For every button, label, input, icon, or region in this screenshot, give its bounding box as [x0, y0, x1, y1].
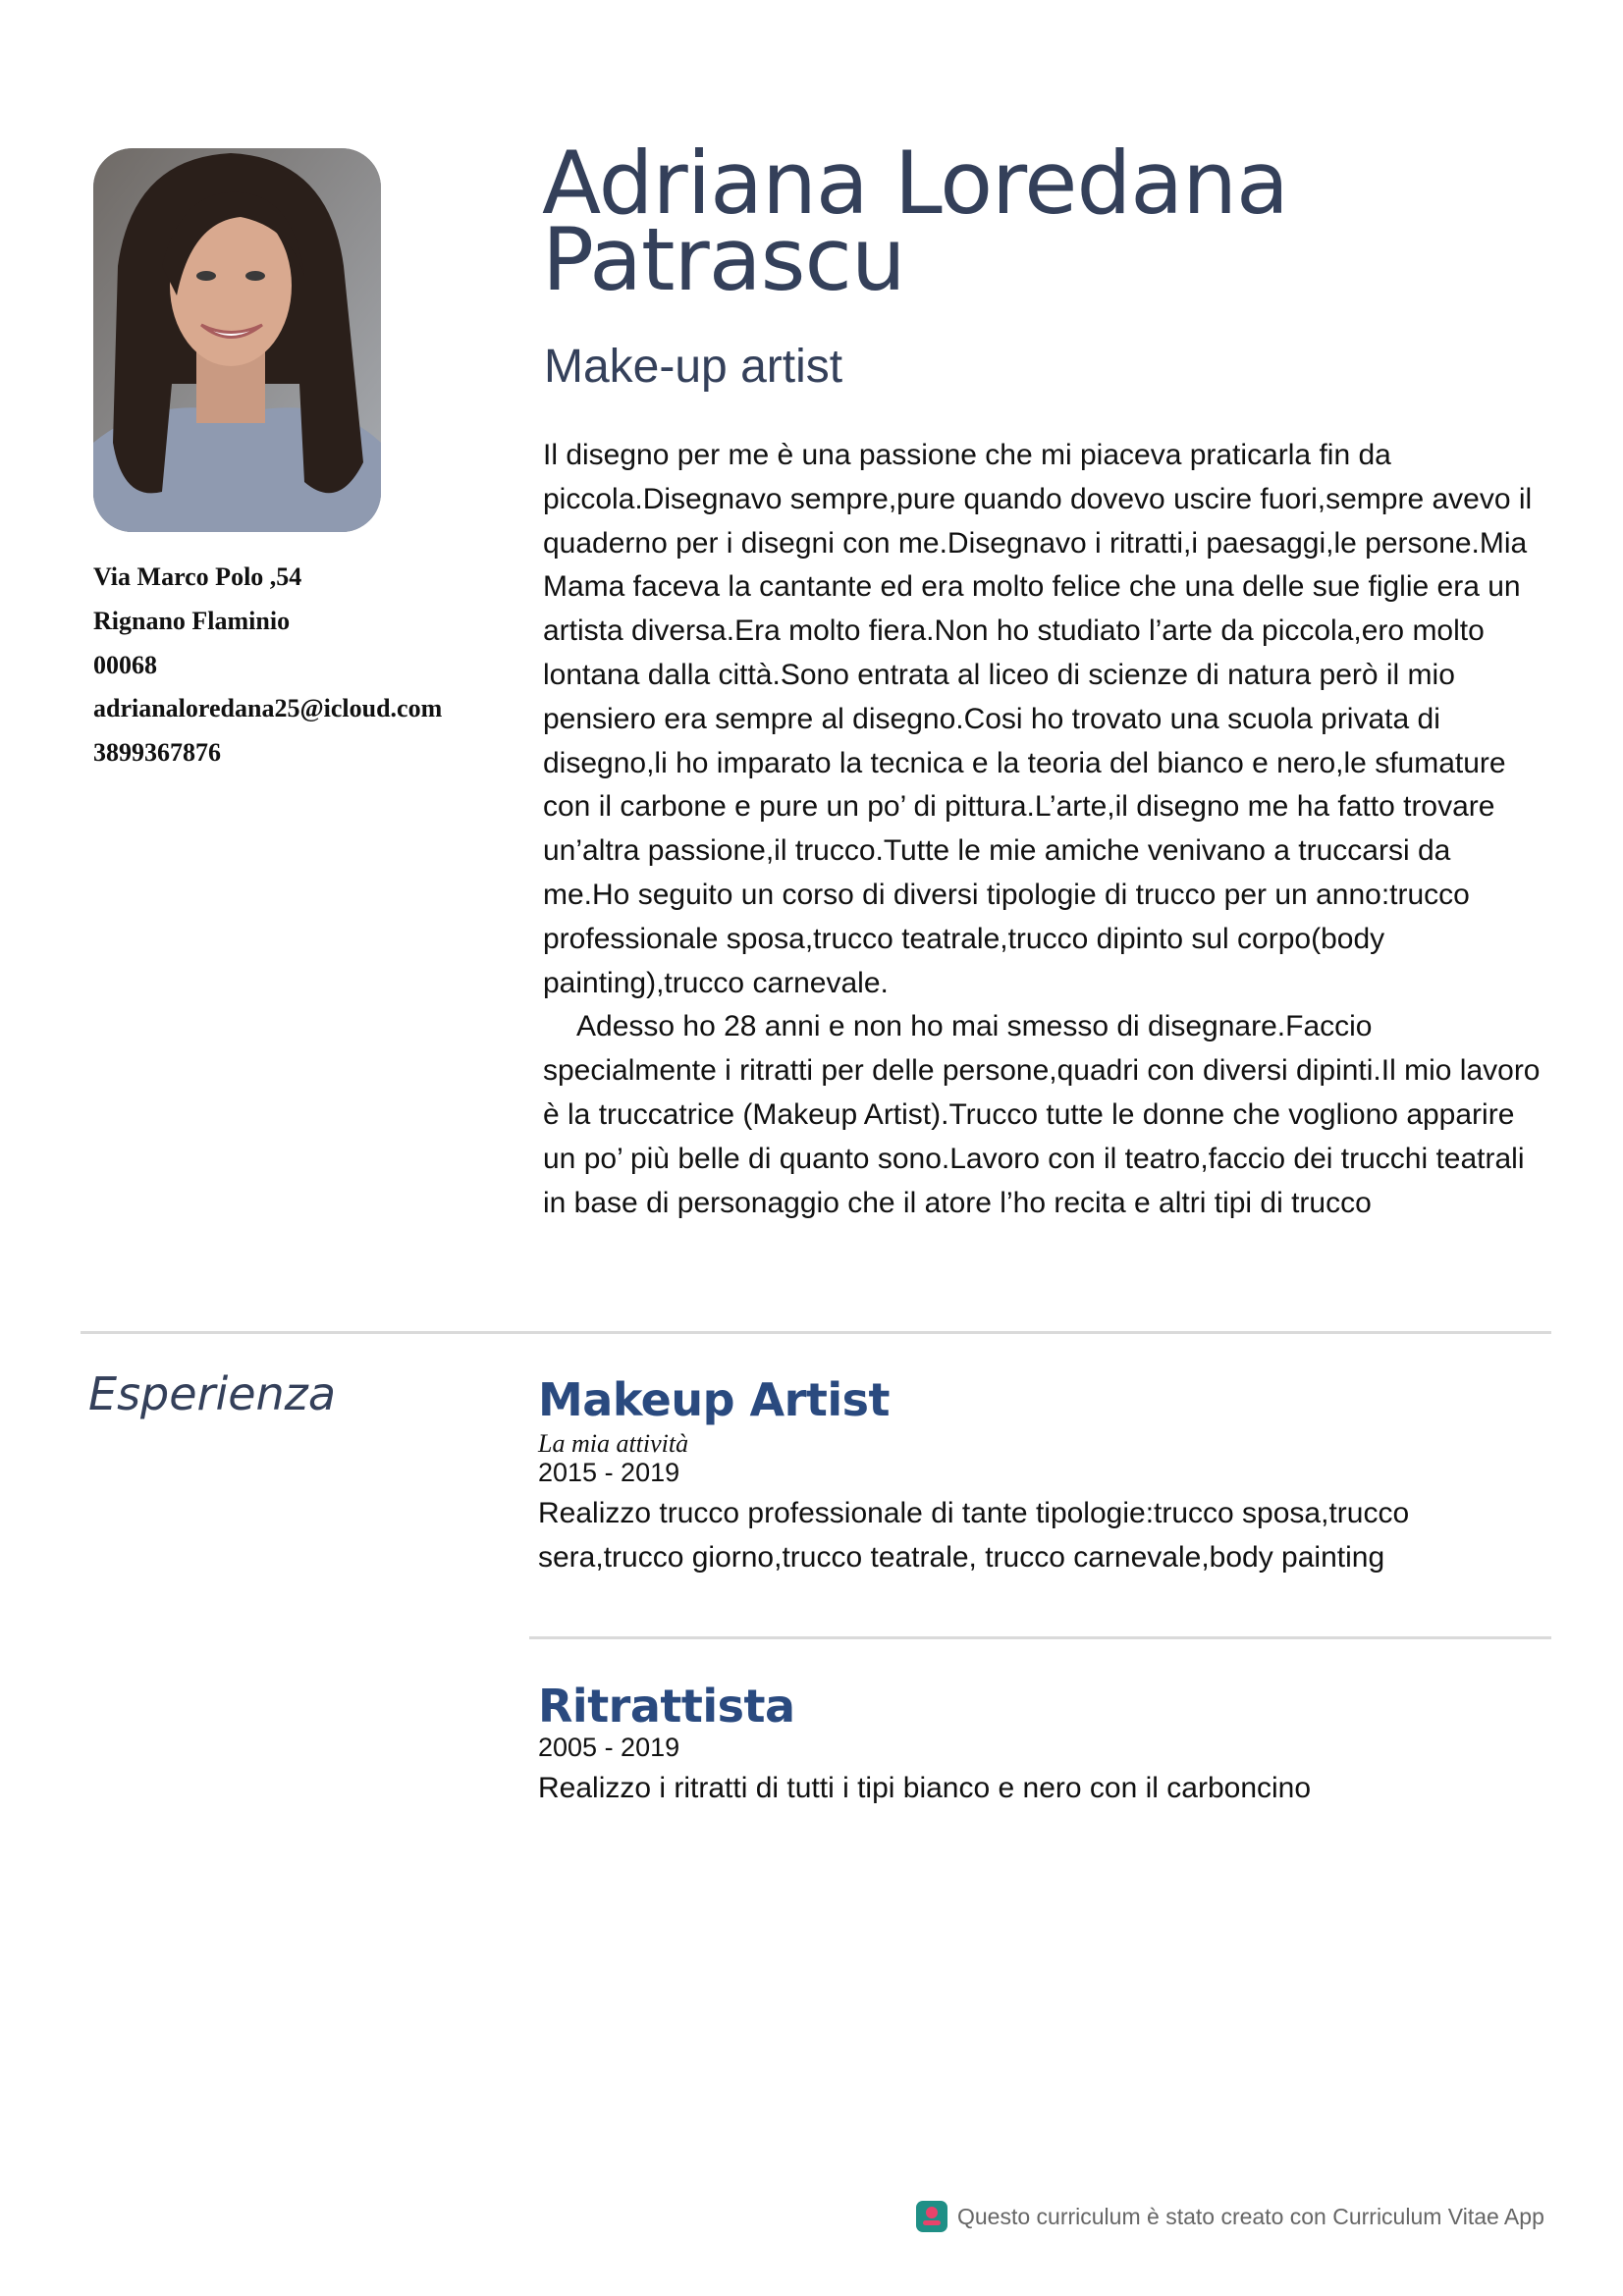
experience-description: Realizzo trucco professionale di tante tipologie:trucco sposa,trucco sera,trucco giorno,trucco teatrale, trucco carnevale,body painting: [538, 1497, 1410, 1574]
experience-title: Ritrattista: [538, 1680, 795, 1733]
contact-phone[interactable]: 3899367876: [93, 738, 221, 768]
bio-paragraph: Adesso ho 28 anni e non ho mai smesso di disegnare.Faccio specialmente i ritratti per delle persone,quadri con diversi dipinti.Il mio lavoro è la truccatrice (Makeup Artist).Trucco tutte le donne che vogliono apparire un po’ più belle di quanto sono.Lavoro con il teatro,faccio dei trucchi teatrali in base di personaggio che il atore l’ho recita e altri tipi di trucco: [543, 1010, 1541, 1219]
experience-dates: 2015 - 2019: [538, 1458, 680, 1487]
footer: [916, 2201, 1544, 2232]
footer-text: Questo curriculum è stato creato con Curriculum Vitae App: [957, 2203, 1544, 2229]
experience-heading: Esperienza: [88, 1367, 337, 1420]
contact-city: Rignano Flaminio: [93, 606, 291, 635]
experience-dates: 2005 - 2019: [538, 1733, 680, 1762]
bio-section: [543, 434, 1544, 1225]
experience-description: Realizzo i ritratti di tutti i tipi bianco e nero con il carboncino: [538, 1772, 1312, 1804]
contact-info: [93, 556, 506, 775]
experience-divider: [529, 1636, 1551, 1639]
app-logo-icon: [916, 2201, 947, 2232]
bio-paragraph: Il disegno per me è una passione che mi piaceva praticarla fin da piccola.Disegnavo sempre,pure quando dovevo uscire fuori,sempre avevo il quaderno per i disegni con me.Disegnavo i ritratti,i paesaggi,le persone.Mia Mama faceva la cantante ed era molto felice che una delle sue figlie era un artista diversa.Era molto fiera.Non ho studiato l’arte da piccola,ero molto lontana dalla città.Sono entrata al liceo di scienze di natura però il mio pensiero era sempre al disegno.Cosi ho trovato una scuola privata di disegno,li ho imparato la tecnica e la teoria del bianco e nero,le sfumature con il carbone e pure un po’ di pittura.L’arte,il disegno me ha fatto trovare un’altra passione,il trucco.Tutte le mie amiche venivano a truccarsi da me.Ho seguito un corso di diversi tipologie di trucco per un anno:trucco professionale sposa,trucco teatrale,trucco dipinto sul corpo(body painting),trucco carnevale.: [543, 439, 1533, 999]
profile-photo: [93, 148, 381, 532]
contact-postal-code: 00068: [93, 650, 157, 679]
experience-company: La mia attività: [538, 1429, 689, 1458]
job-title: Make-up artist: [544, 341, 843, 393]
contact-address: Via Marco Polo ,54: [93, 562, 302, 591]
experience-title: Makeup Artist: [538, 1373, 890, 1426]
section-divider: [81, 1331, 1551, 1334]
candidate-name: Adriana Loredana Patrascu: [542, 133, 1288, 310]
contact-email[interactable]: adrianaloredana25@icloud.com: [93, 694, 443, 723]
